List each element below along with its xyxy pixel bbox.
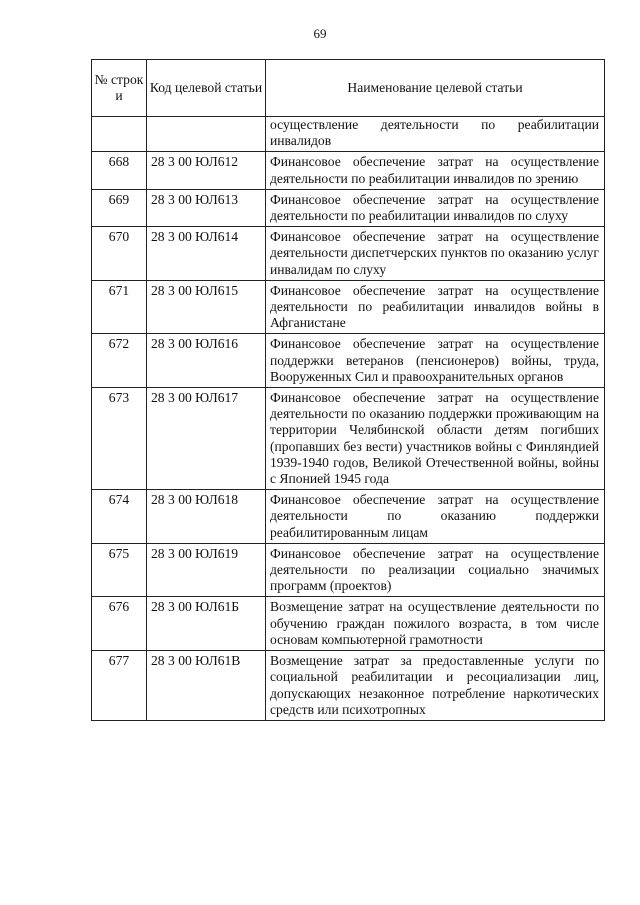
target-name: Возмещение затрат на осуществление деятельности по обучению граждан пожилого возраста, в том числе основам компьютерной грамотности <box>266 597 605 651</box>
target-code: 28 3 00 ЮЛ615 <box>147 280 266 334</box>
target-code: 28 3 00 ЮЛ612 <box>147 152 266 189</box>
table-row <box>92 543 605 597</box>
row-number: 669 <box>92 189 147 226</box>
row-number: 675 <box>92 543 147 597</box>
header-target-name: Наименование целевой статьи <box>266 60 605 117</box>
target-name: Финансовое обеспечение затрат на осуществление деятельности по реабилитации инвалидов по слуху <box>266 189 605 226</box>
target-code: 28 3 00 ЮЛ616 <box>147 334 266 388</box>
row-number: 677 <box>92 651 147 721</box>
target-name: Финансовое обеспечение затрат на осуществление деятельности по оказанию поддержки проживающим на территории Челябинской области детям погибших (пропавших без вести) участников войны с Финляндией 1939-1940 годов, Великой Отечественной войны, войны с Японией 1945 года <box>266 388 605 490</box>
target-code: 28 3 00 ЮЛ619 <box>147 543 266 597</box>
table-row <box>92 597 605 651</box>
row-number: 674 <box>92 490 147 544</box>
table-row <box>92 280 605 334</box>
row-number: 670 <box>92 227 147 281</box>
target-name: Финансовое обеспечение затрат на осуществление деятельности диспетчерских пунктов по оказанию услуг инвалидам по слуху <box>266 227 605 281</box>
target-articles-table <box>91 59 605 721</box>
row-number: 673 <box>92 388 147 490</box>
target-name: осуществление деятельности по реабилитации инвалидов <box>266 117 605 152</box>
table-row <box>92 334 605 388</box>
table-row <box>92 117 605 152</box>
table-row <box>92 388 605 490</box>
target-name: Финансовое обеспечение затрат на осуществление деятельности по реабилитации инвалидов по зрению <box>266 152 605 189</box>
table-row <box>92 490 605 544</box>
target-name: Финансовое обеспечение затрат на осуществление поддержки ветеранов (пенсионеров) войны, труда, Вооруженных Сил и правоохранительных органов <box>266 334 605 388</box>
header-target-code: Код целевой статьи <box>147 60 266 117</box>
header-row-number: № строк и <box>92 60 147 117</box>
target-name: Финансовое обеспечение затрат на осуществление деятельности по реабилитации инвалидов войны в Афганистане <box>266 280 605 334</box>
table-header-row <box>92 60 605 117</box>
table-row <box>92 152 605 189</box>
target-code: 28 3 00 ЮЛ618 <box>147 490 266 544</box>
table-row <box>92 651 605 721</box>
row-number: 671 <box>92 280 147 334</box>
table-row <box>92 227 605 281</box>
target-name: Финансовое обеспечение затрат на осуществление деятельности по реализации социально значимых программ (проектов) <box>266 543 605 597</box>
target-code: 28 3 00 ЮЛ613 <box>147 189 266 226</box>
target-code: 28 3 00 ЮЛ61Б <box>147 597 266 651</box>
row-number: 668 <box>92 152 147 189</box>
target-code <box>147 117 266 152</box>
target-code: 28 3 00 ЮЛ614 <box>147 227 266 281</box>
row-number: 676 <box>92 597 147 651</box>
page-number: 69 <box>313 26 327 41</box>
target-name: Возмещение затрат за предоставленные услуги по социальной реабилитации и ресоциализации лиц, допускающих незаконное потребление наркотических средств или психотропных <box>266 651 605 721</box>
target-name: Финансовое обеспечение затрат на осуществление деятельности по оказанию поддержки реабилитированным лицам <box>266 490 605 544</box>
row-number: 672 <box>92 334 147 388</box>
row-number <box>92 117 147 152</box>
table-row <box>92 189 605 226</box>
target-code: 28 3 00 ЮЛ61В <box>147 651 266 721</box>
target-code: 28 3 00 ЮЛ617 <box>147 388 266 490</box>
